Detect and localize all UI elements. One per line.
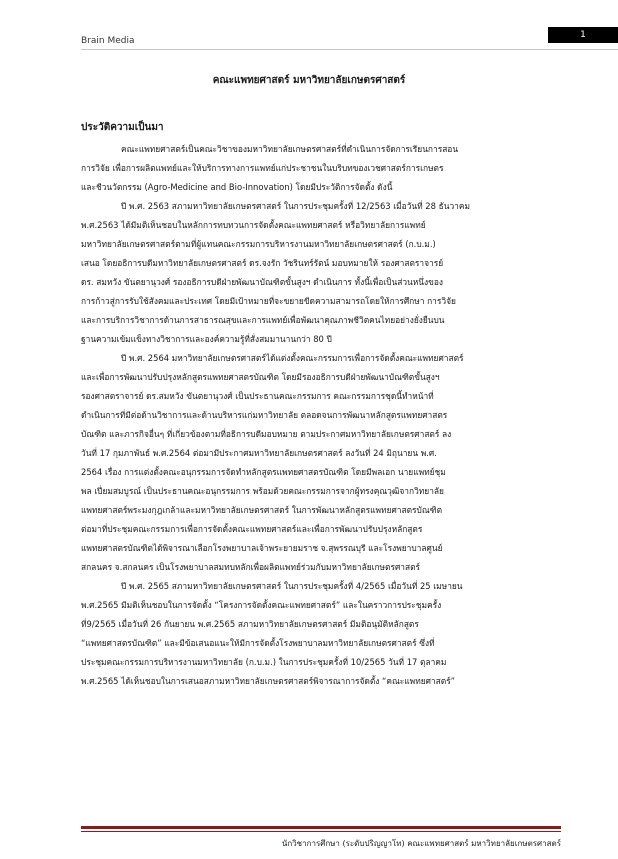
paragraph-line: และชีวนวัตกรรม (Agro-Medicine and Bio-Innovation) โดยมีประวัติการจัดตั้ง ดังนี้ xyxy=(81,182,393,192)
document-title: คณะแพทยศาสตร์ มหาวิทยาลัยเกษตรศาสตร์ xyxy=(212,75,406,86)
paragraph-line: บัณฑิต และภารกิจอื่นๆ ที่เกี่ยวข้องตามที่อธิการบดีมอบหมาย ตามประกาศมหาวิทยาลัยเกษตรศาสตร์ ลง xyxy=(81,429,452,439)
paragraph-line: ที่9/2565 เมื่อวันที่ 26 กันยายน พ.ศ.2565 สภามหาวิทยาลัยเกษตรศาสตร์ มีมติอนุมัติหลักสูตร xyxy=(81,619,419,629)
paragraph-line: สกลนคร จ.สกลนคร เป็นโรงพยาบาลสมทบหลักเพื่อผลิตแพทย์ร่วมกับมหาวิทยาลัยเกษตรศาสตร์ xyxy=(81,562,421,572)
paragraph-line: ต่อมาที่ประชุมคณะกรรมการเพื่อการจัดตั้งคณะแพทยศาสตร์และเพื่อการพัฒนาปรับปรุงหลักสูตร xyxy=(81,524,423,534)
footer-text: นักวิชาการศึกษา (ระดับปริญญาโท) คณะแพทยศาสตร์ มหาวิทยาลัยเกษตรศาสตร์ xyxy=(281,839,561,848)
paragraph-line: 2564 เรื่อง การแต่งตั้งคณะอนุกรรมการจัดทำหลักสูตรแพทยศาสตรบัณฑิต โดยมีพลเอก นายแพทย์ชุม xyxy=(81,467,446,477)
paragraph-line: ปี พ.ศ. 2565 สภามหาวิทยาลัยเกษตรศาสตร์ ในการประชุมครั้งที่ 4/2565 เมื่อวันที่ 25 เมษายน xyxy=(121,581,463,591)
footer-divider-thick xyxy=(81,826,561,829)
page-number-badge: 1 xyxy=(548,27,618,43)
paragraph-line: รองศาสตราจารย์ ดร.สมหวัง ขันตยานุวงศ์ เป็นประธานคณะกรรมการ คณะกรรมการชุดนี้ทำหน้าที่ xyxy=(81,391,434,401)
paragraph-line: พ.ศ.2565 มีมติเห็นชอบในการจัดตั้ง “โครงการจัดตั้งคณะแพทยศาสตร์” และในคราวการประชุมครั้ง xyxy=(81,600,442,610)
paragraph-line: การก้าวสู่การรับใช้สังคมและประเทศ โดยมีเป้าหมายที่จะขยายขีดความสามารถโดยให้การศึกษา การวิจัย xyxy=(81,296,456,306)
document-body xyxy=(81,140,561,691)
paragraph-line: ปี พ.ศ. 2563 สภามหาวิทยาลัยเกษตรศาสตร์ ในการประชุมครั้งที่ 12/2563 เมื่อวันที่ 28 ธันวาคม xyxy=(121,201,470,211)
paragraph xyxy=(81,197,561,349)
paragraph-line: การวิจัย เพื่อการผลิตแพทย์และให้บริการทางการแพทย์แก่ประชาชนในบริบทของเวชศาสตร์การเกษตร xyxy=(81,163,444,173)
paragraph-line: คณะแพทยศาสตร์เป็นคณะวิชาของมหาวิทยาลัยเกษตรศาสตร์ที่ดำเนินการจัดการเรียนการสอน xyxy=(121,144,459,154)
footer-divider-thin xyxy=(81,831,561,832)
paragraph xyxy=(81,577,561,691)
paragraph-line: พ.ศ.2565 ได้เห็นชอบในการเสนอสภามหาวิทยาลัยเกษตรศาสตร์พิจารณาการจัดตั้ง “คณะแพทยศาสตร์” xyxy=(81,676,456,686)
paragraph xyxy=(81,140,561,197)
paragraph-line: ประชุมคณะกรรมการบริหารงานมหาวิทยาลัย (ก.บ.ม.) ในการประชุมครั้งที่ 10/2565 วันที่ 17 ตุลาคม xyxy=(81,657,447,667)
paragraph-line: แพทยศาสตรบัณฑิตได้พิจารณาเลือกโรงพยาบาลเจ้าพระยายมราช จ.สุพรรณบุรี และโรงพยาบาลศูนย์ xyxy=(81,543,443,553)
paragraph-line: ปี พ.ศ. 2564 มหาวิทยาลัยเกษตรศาสตร์ได้แต่งตั้งคณะกรรมการเพื่อการจัดตั้งคณะแพทยศาสตร์ xyxy=(121,353,464,363)
paragraph-line: มหาวิทยาลัยเกษตรศาสตร์ตามที่ผู้แทนคณะกรรมการบริหารงานมหาวิทยาลัยเกษตรศาสตร์ (ก.บ.ม.) xyxy=(81,239,436,249)
paragraph xyxy=(81,349,561,577)
paragraph-line: “แพทยศาสตรบัณฑิต” และมีข้อเสนอแนะให้มีการจัดตั้งโรงพยาบาลมหาวิทยาลัยเกษตรศาสตร์ ซึ่งที่ xyxy=(81,638,435,648)
header-divider xyxy=(81,49,618,50)
paragraph-line: พล เปี่ยมสมบูรณ์ เป็นประธานคณะอนุกรรมการ พร้อมด้วยคณะกรรมการจากผู้ทรงคุณวุฒิจากวิทยาลัย xyxy=(81,486,444,496)
section-heading: ประวัติความเป็นมา xyxy=(81,122,164,133)
paragraph-line: วันที่ 17 กุมภาพันธ์ พ.ศ.2564 ต่อมามีประกาศมหาวิทยาลัยเกษตรศาสตร์ ลงวันที่ 24 มิถุนายน พ.ศ. xyxy=(81,448,437,458)
paragraph-line: พ.ศ.2563 ได้มีมติเห็นชอบในหลักการทบทวนการจัดตั้งคณะแพทยศาสตร์ หรือวิทยาลัยการแพทย์ xyxy=(81,220,426,230)
header-brand: Brain Media xyxy=(81,36,135,46)
paragraph-line: เสนอ โดยอธิการบดีมหาวิทยาลัยเกษตรศาสตร์ ดร.จงรัก วัชรินทร์รัตน์ มอบหมายให้ รองศาสตราจารย์ xyxy=(81,258,444,268)
paragraph-line: และการบริการวิชาการด้านการสาธารณสุขและการแพทย์เพื่อพัฒนาคุณภาพชีวิตคนไทยอย่างยั่งยืนบน xyxy=(81,315,445,325)
paragraph-line: ดำเนินการที่มีต่อด้านวิชาการและด้านบริหารแก่มหาวิทยาลัย ตลอดจนการพัฒนาหลักสูตรแพทยศาสตร xyxy=(81,410,448,420)
paragraph-line: แพทยศาสตร์พระมงกุฎเกล้าและมหาวิทยาลัยเกษตรศาสตร์ ในการพัฒนาหลักสูตรแพทยศาสตรบัณฑิต xyxy=(81,505,443,515)
paragraph-line: ฐานความเข้มแข็งทางวิชาการและองค์ความรู้ที่สั่งสมมานานกว่า 80 ปี xyxy=(81,334,332,344)
paragraph-line: ดร. สมหวัง ขันตยานุวงศ์ รองอธิการบดีฝ่ายพัฒนาบัณฑิตขั้นสูงฯ ดำเนินการ ทั้งนี้เพื่อเป็นส่วนหนึ่งของ xyxy=(81,277,443,287)
paragraph-line: และเพื่อการพัฒนาปรับปรุงหลักสูตรแพทยศาสตรบัณฑิต โดยมีรองอธิการบดีฝ่ายพัฒนาบัณฑิตขั้นสูงฯ xyxy=(81,372,440,382)
